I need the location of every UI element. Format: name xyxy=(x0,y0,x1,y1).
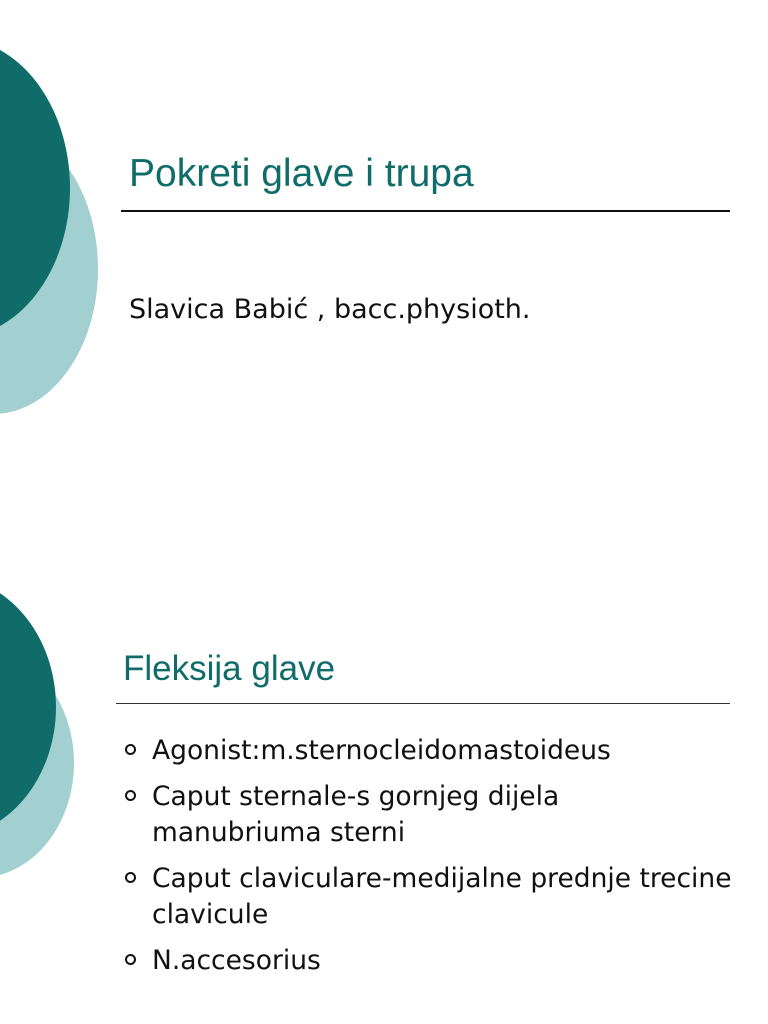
bullet-item xyxy=(122,733,732,769)
bullet-item xyxy=(122,779,732,851)
slide-content-heading: Fleksija glave xyxy=(123,649,336,688)
bullet-text: N.accesorius xyxy=(152,945,321,976)
heading-divider xyxy=(116,703,730,704)
bullet-text: Caput sternale-s gornjeg dijela manubriuma sterni xyxy=(152,781,560,848)
bullet-circle-icon xyxy=(125,954,136,965)
slide-content xyxy=(0,530,768,1024)
slide-title-heading: Pokreti glave i trupa xyxy=(129,152,474,195)
bullet-text: Caput claviculare-medijalne prednje trecine clavicule xyxy=(152,863,732,930)
bullet-circle-icon xyxy=(125,744,136,755)
bullet-text: Agonist:m.sternocleidomastoideus xyxy=(152,735,611,766)
bullet-circle-icon xyxy=(125,790,136,801)
bullet-circle-icon xyxy=(125,872,136,883)
title-divider xyxy=(121,210,730,212)
bullet-item xyxy=(122,861,732,933)
author-line: Slavica Babić , bacc.physioth. xyxy=(129,294,531,325)
bullet-item xyxy=(122,943,732,979)
bullet-list xyxy=(122,733,732,989)
